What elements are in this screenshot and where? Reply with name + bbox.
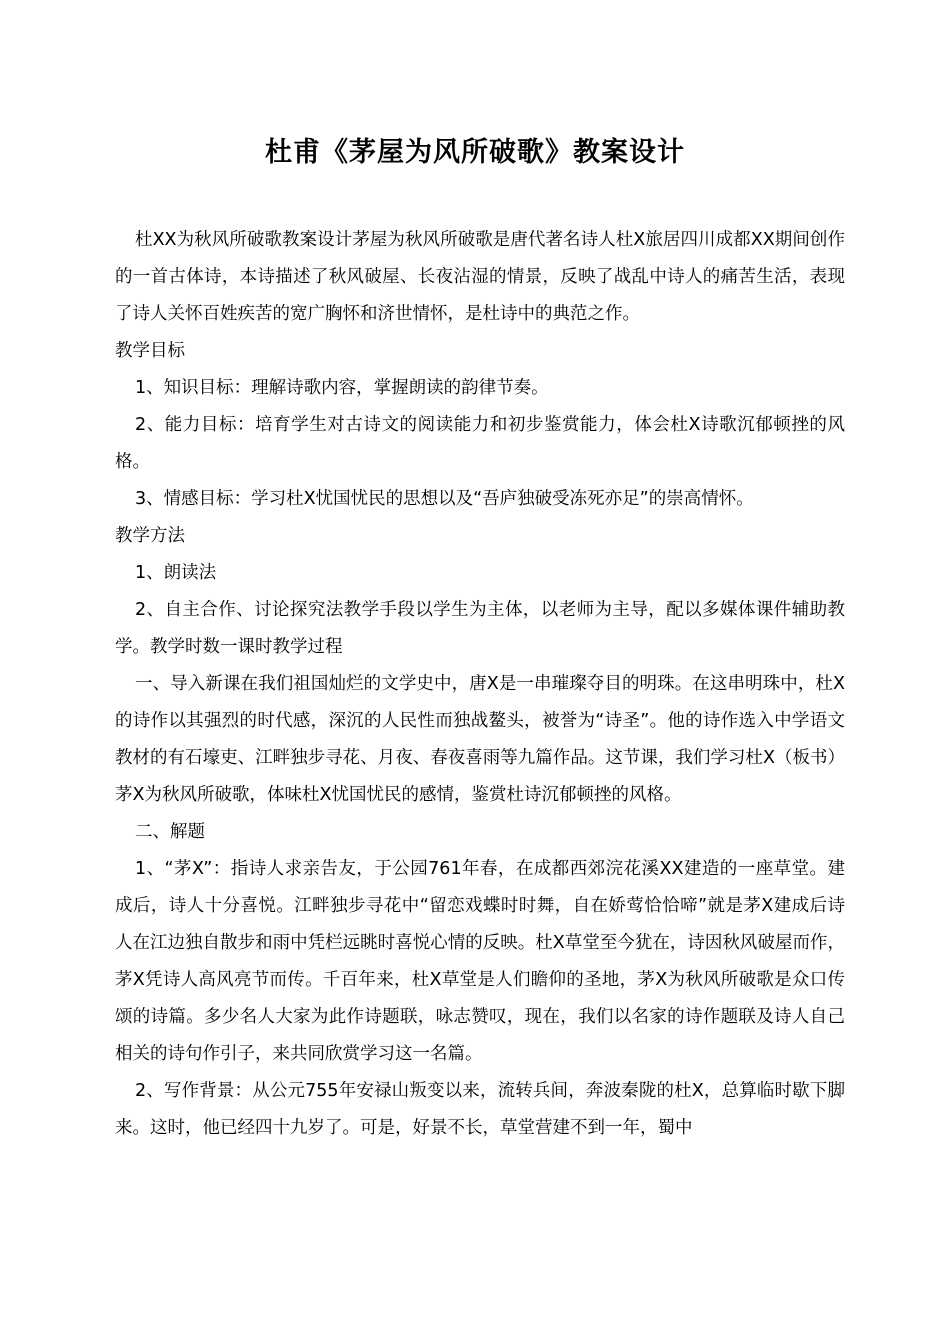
body-paragraph: 3、情感目标：学习杜X忧国忧民的思想以及“吾庐独破受冻死亦足”的崇高情怀。 [135, 489, 754, 509]
body-paragraph: 二、解题 [135, 822, 205, 842]
body-paragraph: 杜XX为秋风所破歌教案设计茅屋为秋风所破歌是唐代著名诗人杜X旅居四川成都XX期间创作的一首古体诗，本诗描述了秋风破屋、长夜沾湿的情景，反映了战乱中诗人的痛苦生活，表现了诗人关怀百姓疾苦的宽广胸怀和济世情怀，是杜诗中的典范之作。 [115, 230, 845, 324]
body-paragraph: 1、知识目标：理解诗歌内容，掌握朗读的韵律节奏。 [135, 378, 549, 398]
body-paragraph: 2、自主合作、讨论探究法教学手段以学生为主体，以老师为主导，配以多媒体课件辅助教学。教学时数一课时教学过程 [115, 600, 845, 657]
document-title: 杜甫《茅屋为风所破歌》教案设计 [265, 137, 685, 168]
body-paragraph: 1、朗读法 [135, 563, 217, 583]
body-paragraph: 2、能力目标：培育学生对古诗文的阅读能力和初步鉴赏能力，体会杜X诗歌沉郁顿挫的风格。 [115, 415, 845, 472]
section-heading: 教学目标 [115, 341, 185, 361]
document-body [115, 222, 845, 1147]
body-paragraph: 2、写作背景：从公元755年安禄山叛变以来，流转兵间，奔波秦陇的杜X，总算临时歇下脚来。这时，他已经四十九岁了。可是，好景不长，草堂营建不到一年，蜀中 [115, 1081, 845, 1138]
body-paragraph: 一、导入新课在我们祖国灿烂的文学史中，唐X是一串璀璨夺目的明珠。在这串明珠中，杜X的诗作以其强烈的时代感，深沉的人民性而独战鳌头，被誉为“诗圣”。他的诗作选入中学语文教材的有石壕吏、江畔独步寻花、月夜、春夜喜雨等九篇作品。这节课，我们学习杜X（板书）茅X为秋风所破歌，体味杜X忧国忧民的感情，鉴赏杜诗沉郁顿挫的风格。 [115, 674, 845, 805]
body-paragraph: 1、“茅X”：指诗人求亲告友，于公园761年春，在成都西郊浣花溪XX建造的一座草堂。建成后，诗人十分喜悦。江畔独步寻花中“留恋戏蝶时时舞，自在娇莺恰恰啼”就是茅X建成后诗人在江边独自散步和雨中凭栏远眺时喜悦心情的反映。杜X草堂至今犹在，诗因秋风破屋而作，茅X凭诗人高风亮节而传。千百年来，杜X草堂是人们瞻仰的圣地，茅X为秋风所破歌是众口传颂的诗篇。多少名人大家为此作诗题联，咏志赞叹，现在，我们以名家的诗作题联及诗人自己相关的诗句作引子，来共同欣赏学习这一名篇。 [115, 859, 845, 1064]
section-heading: 教学方法 [115, 526, 185, 546]
